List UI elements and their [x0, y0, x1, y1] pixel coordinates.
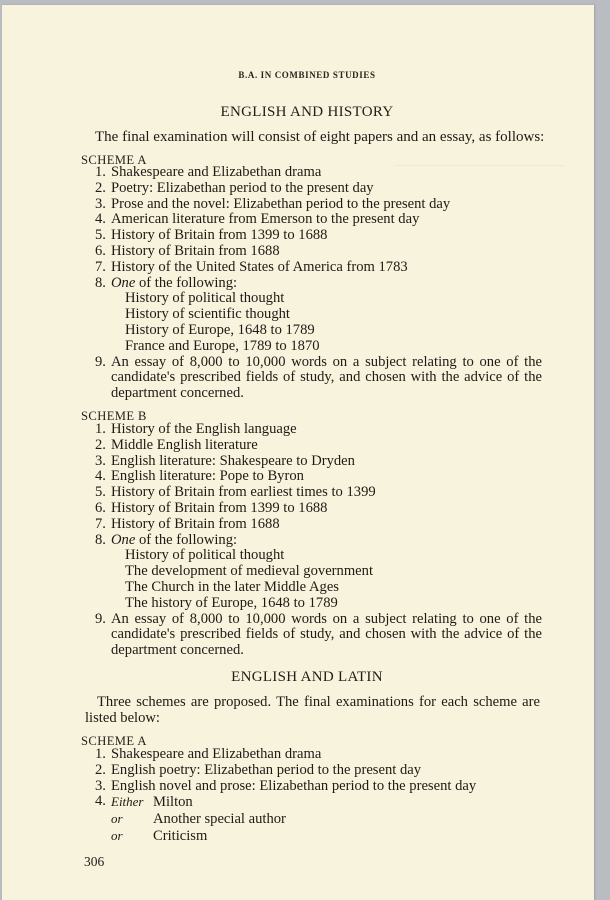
list-item: [95, 794, 542, 844]
either-label: Either: [111, 794, 144, 810]
item-number: 2.: [95, 436, 106, 453]
list-item: [95, 469, 542, 485]
list-item: [95, 533, 542, 612]
item-number: 5.: [95, 484, 106, 501]
list-item: [95, 355, 542, 402]
item-number: 2.: [95, 179, 106, 196]
intro-english-latin: Three schemes are proposed. The final examinations for each scheme are listed below:: [85, 694, 540, 726]
list-item: [95, 779, 542, 795]
item-text: Poetry: Elizabethan period to the present day: [111, 179, 374, 196]
or-label: or: [111, 827, 123, 843]
item-number: 5.: [95, 227, 106, 244]
item-number: 7.: [95, 258, 106, 275]
item-number: 8.: [95, 531, 106, 548]
item-text: History of the English language: [111, 421, 297, 437]
item-number: 1.: [95, 164, 106, 180]
item-lead-italic: One: [111, 531, 136, 548]
option-item: France and Europe, 1789 to 1870: [125, 337, 320, 354]
options-list: [111, 291, 542, 354]
item-text: History of Britain from 1688: [111, 515, 280, 532]
either-text: Milton: [153, 794, 193, 811]
scheme-a-label: SCHEME A: [81, 153, 147, 167]
option-item: The development of medieval government: [125, 563, 374, 580]
intro-english-history: The final examination will consist of eight papers and an essay, as follows:: [95, 129, 545, 145]
section-title-english-history: ENGLISH AND HISTORY: [220, 104, 394, 120]
list-item: [95, 517, 542, 533]
item-text: Shakespeare and Elizabethan drama: [111, 164, 322, 180]
option-item: History of political thought: [125, 290, 285, 307]
item-text: English novel and prose: Elizabethan period to the present day: [111, 777, 477, 794]
item-text: Prose and the novel: Elizabethan period to the present day: [111, 195, 451, 212]
list-item: [95, 165, 542, 181]
list-item: [95, 454, 542, 470]
item-number: 2.: [95, 761, 106, 778]
list-item: [95, 763, 542, 779]
item-number: 4.: [95, 211, 106, 228]
item-text: American literature from Emerson to the present day: [111, 211, 420, 228]
running-head: B.A. IN COMBINED STUDIES: [238, 70, 376, 80]
item-text: [111, 533, 542, 549]
option-item: History of political thought: [125, 547, 285, 564]
item-number: 3.: [95, 452, 106, 469]
item-number: 8.: [95, 274, 106, 291]
item-text: English literature: Shakespeare to Dryden: [111, 452, 355, 469]
list-item: [95, 501, 542, 517]
item-text: History of Britain from 1399 to 1688: [111, 227, 328, 244]
item-text: History of Britain from 1399 to 1688: [111, 499, 328, 516]
option-item: The history of Europe, 1648 to 1789: [125, 594, 338, 611]
page-content: [2, 5, 594, 900]
list-item: [95, 485, 542, 501]
item-number: 1.: [95, 421, 106, 437]
option-item: History of scientific thought: [125, 306, 290, 323]
or-text: Another special author: [153, 811, 286, 828]
page-number: 306: [84, 854, 105, 869]
item-text: English poetry: Elizabethan period to the present day: [111, 761, 422, 778]
item-text: Middle English literature: [111, 436, 258, 453]
options-list: [111, 548, 542, 611]
item-number: 9.: [95, 353, 106, 370]
item-number: 6.: [95, 242, 106, 259]
item-number: 3.: [95, 195, 106, 212]
or-row: [111, 811, 542, 828]
list-item: [95, 438, 542, 454]
item-lead-italic: One: [111, 274, 136, 291]
or-row: [111, 828, 542, 845]
section-title-english-latin: ENGLISH AND LATIN: [231, 669, 383, 685]
item-number: 7.: [95, 515, 106, 532]
list-item: [95, 197, 542, 213]
item-number: 4.: [95, 793, 106, 810]
item-number: 9.: [95, 610, 106, 627]
latin-scheme-a-label: SCHEME A: [81, 734, 147, 748]
item-text: History of the United States of America from 1783: [111, 258, 408, 275]
item-text-rest: of the following:: [135, 274, 238, 291]
item-text: An essay of 8,000 to 10,000 words on a subject relating to one of the candidate's prescribed fields of study, and chosen with the advice of the department concerned.: [111, 353, 542, 402]
item-number: 6.: [95, 499, 106, 516]
list-item: [95, 260, 542, 276]
item-text-rest: of the following:: [135, 531, 238, 548]
list-item: [95, 244, 542, 260]
item-text: History of Britain from earliest times to 1399: [111, 484, 376, 501]
list-item: [95, 212, 542, 228]
scheme-b-label: SCHEME B: [81, 409, 147, 423]
item-text: English literature: Pope to Byron: [111, 468, 304, 485]
item-number: 4.: [95, 468, 106, 485]
either-row: [111, 794, 542, 811]
item-number: 1.: [95, 746, 106, 762]
latin-scheme-a-list: [95, 747, 542, 845]
book-page: [2, 5, 594, 900]
item-text: [111, 276, 542, 292]
list-item: [95, 181, 542, 197]
scheme-b-list: [95, 422, 542, 659]
option-item: The Church in the later Middle Ages: [125, 578, 339, 595]
option-item: History of Europe, 1648 to 1789: [125, 321, 315, 338]
list-item: [95, 612, 542, 659]
list-item: [95, 747, 542, 763]
or-label: or: [111, 811, 123, 827]
scheme-a-list: [95, 165, 542, 402]
item-text: An essay of 8,000 to 10,000 words on a subject relating to one of the candidate's prescribed fields of study, and chosen with the advice of the department concerned.: [111, 610, 542, 659]
list-item: [95, 228, 542, 244]
list-item: [95, 422, 542, 438]
item-text: History of Britain from 1688: [111, 242, 280, 259]
list-item: [95, 276, 542, 355]
item-number: 3.: [95, 777, 106, 794]
or-text: Criticism: [153, 827, 208, 844]
item-text: Shakespeare and Elizabethan drama: [111, 746, 322, 762]
